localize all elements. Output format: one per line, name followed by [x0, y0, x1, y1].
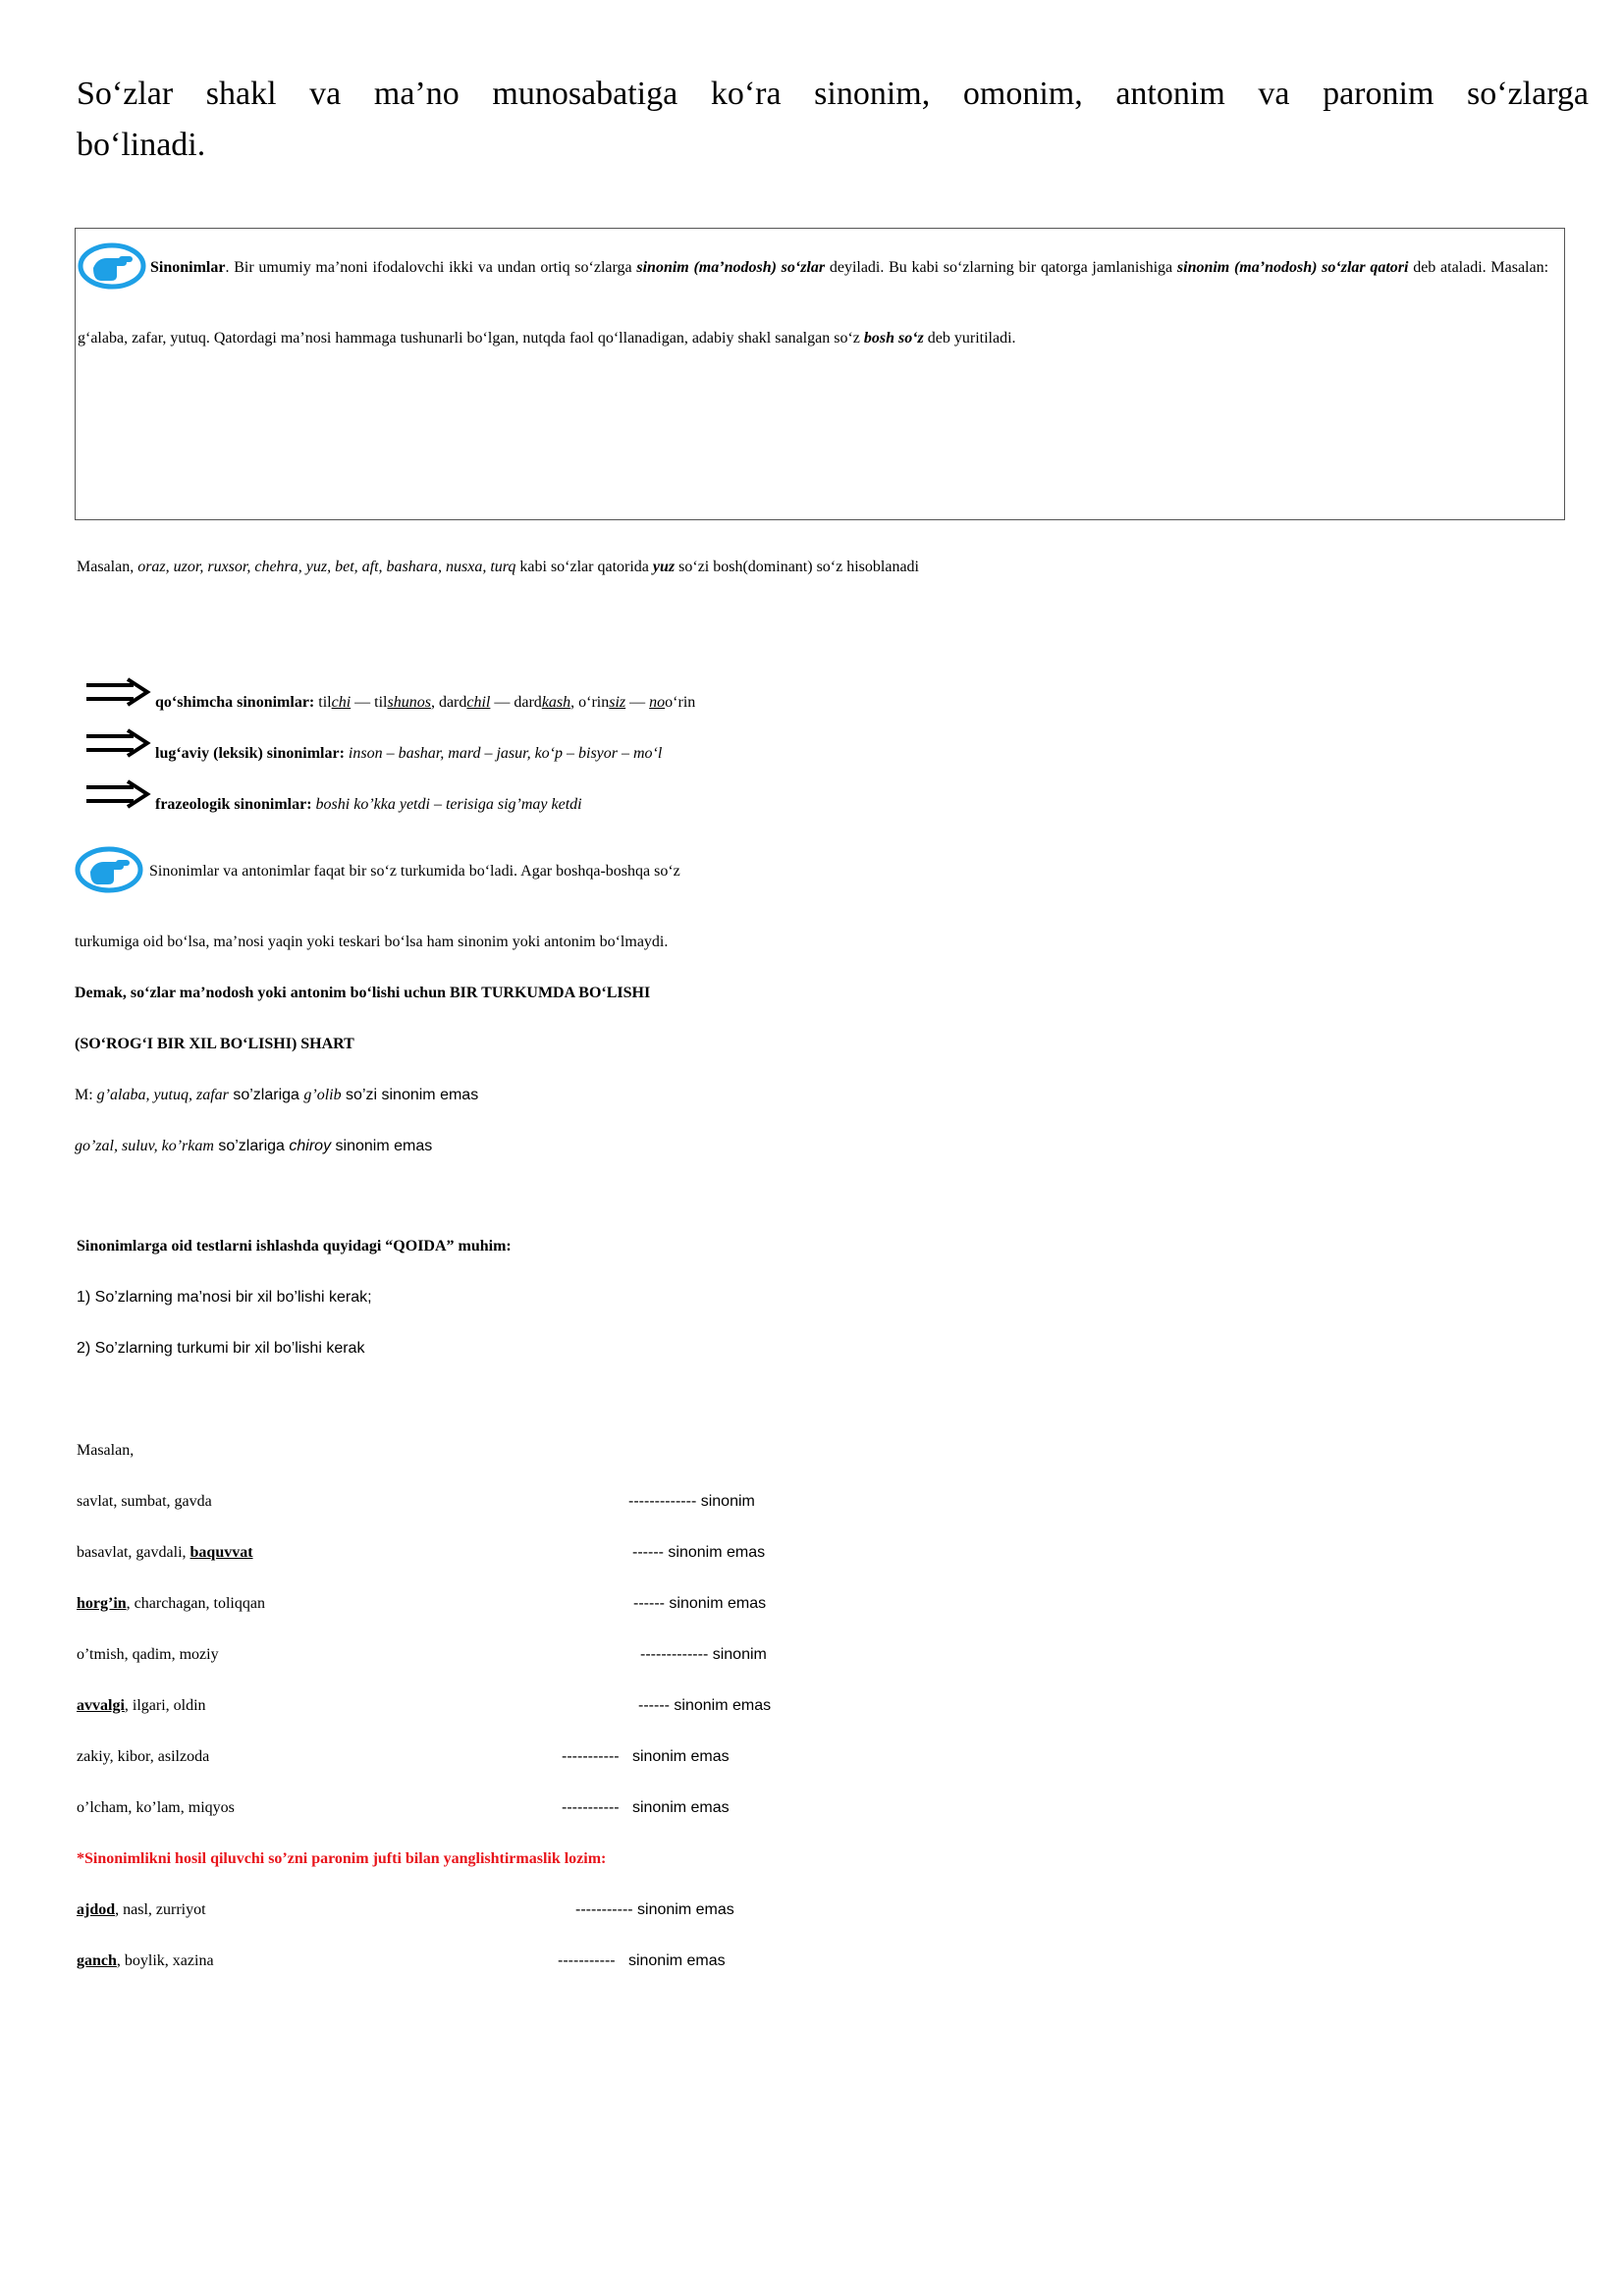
type-item-lugaviy [84, 728, 662, 779]
rule-title: Sinonimlarga oid testlarni ishlashda quyidagi “QOIDA” muhim: [77, 1238, 512, 1255]
definition-box [75, 228, 1565, 520]
list-item-result: ------ sinonim emas [632, 1544, 766, 1561]
example-fragment: — [625, 694, 650, 711]
list-item: savlat, sumbat, gavda [77, 1493, 212, 1510]
list-item: ganch, boylik, xazina [77, 1952, 214, 1969]
note-example-m: M: g’alaba, yutuq, zafar so’zlariga g’olib so’zi sinonim emas [75, 1087, 479, 1103]
underlined-affix: kash [541, 694, 571, 711]
list-item: basavlat, gavdali, baquvvat [77, 1544, 253, 1561]
double-arrow-icon [84, 677, 155, 728]
note-line-2: turkumiga oid bo‘lsa, ma’nosi yaqin yoki teskari bo‘lsa ham sinonim yoki antonim bo‘lmaydi. [75, 934, 669, 950]
example-fragment: , dard [430, 694, 467, 711]
note-bold-2: (SO‘ROG‘I BIR XIL BO‘LISHI) SHART [75, 1036, 354, 1052]
example-paragraph: Masalan, oraz, uzor, ruxsor, chehra, yuz, bet, aft, bashara, nusxa, turq kabi so‘zlar qatorida yuz so‘zi bosh(dominant) so‘z hisoblanadi [77, 559, 919, 575]
note-line-1: Sinonimlar va antonimlar faqat bir so‘z turkumida bo‘ladi. Agar boshqa-boshqa so‘z [149, 863, 680, 880]
intro-line-1: So‘zlar shakl va ma’no munosabatiga ko‘ra sinonim, omonim, antonim va paronim so‘zlarga [77, 76, 1589, 112]
note-block [75, 846, 1606, 1172]
list-item: o’tmish, qadim, moziy [77, 1646, 219, 1663]
list-item-result: ----------- sinonim emas [562, 1799, 730, 1816]
example-fragment: — dard [490, 694, 542, 711]
list-item-result: ----------- sinonim emas [575, 1901, 734, 1918]
note-bold-1: Demak, so‘zlar ma’nodosh yoki antonim bo‘lishi uchun BIR TURKUMDA BO‘LISHI [75, 985, 651, 1001]
list-item-result: ------------- sinonim [640, 1646, 767, 1663]
double-arrow-icon [84, 779, 155, 830]
pointing-hand-icon [78, 242, 146, 313]
examples-label: Masalan, [77, 1442, 135, 1459]
list-item: o’lcham, ko’lam, miqyos [77, 1799, 235, 1816]
list-item: horg’in, charchagan, toliqqan [77, 1595, 265, 1612]
term-sinonim-sozlar: sinonim (ma’nodosh) so‘zlar [636, 259, 826, 276]
list-item-result: ----------- sinonim emas [558, 1952, 726, 1969]
list-item-result: ----------- sinonim emas [562, 1748, 730, 1765]
type-label: qo‘shimcha sinonimlar: [155, 694, 315, 711]
pointing-hand-icon [75, 846, 143, 917]
rule-block [77, 1221, 1589, 1374]
example-fragment: o‘rin [665, 694, 696, 711]
intro-paragraph [77, 69, 1589, 171]
type-label: frazeologik sinonimlar: [155, 796, 312, 813]
list-item-result: ------ sinonim emas [638, 1697, 772, 1714]
underlined-affix: chil [466, 694, 491, 711]
underlined-affix: shunos [387, 694, 431, 711]
warning-text: *Sinonimlikni hosil qiluvchi so’zni paronim jufti bilan yanglishtirmaslik lozim: [77, 1850, 607, 1867]
double-arrow-icon [84, 728, 155, 779]
list-item-result: ------------- sinonim [628, 1493, 755, 1510]
list-item: zakiy, kibor, asilzoda [77, 1748, 210, 1765]
list-item-result: ------ sinonim emas [633, 1595, 767, 1612]
note-example-g: go’zal, suluv, ko’rkam so’zlariga chiroy sinonim emas [75, 1138, 433, 1154]
type-example: boshi ko’kka yetdi – terisiga sig’may ketdi [311, 796, 582, 813]
type-example: inson – bashar, mard – jasur, ko‘p – bisyor – mo‘l [344, 745, 663, 762]
rule-item-2: 2) So’zlarning turkumi bir xil bo’lishi kerak [77, 1340, 365, 1357]
term-bosh-soz: bosh so‘z [863, 330, 924, 347]
type-example [314, 694, 695, 711]
type-label: lug‘aviy (leksik) sinonimlar: [155, 745, 345, 762]
rule-item-1: 1) So’zlarning ma’nosi bir xil bo’lishi kerak; [77, 1289, 372, 1306]
term-sinonim-qatori: sinonim (ma’nodosh) so‘zlar qatori [1176, 259, 1409, 276]
example-fragment: — til [351, 694, 388, 711]
example-fragment: til [314, 694, 332, 711]
type-item-frazeologik [84, 779, 582, 830]
intro-line-2: bo‘linadi. [77, 127, 206, 163]
underlined-affix: siz [609, 694, 626, 711]
list-item: ajdod, nasl, zurriyot [77, 1901, 206, 1918]
underlined-affix: no [649, 694, 666, 711]
definition-text: Sinonimlar. Bir umumiy ma’noni ifodalovchi ikki va undan ortiq so‘zlarga sinonim (ma’nodosh) so‘zlar deyiladi. Bu kabi so‘zlarning bir qatorga jamlanishiga sinonim (ma’nodosh) so‘zlar qatori deb ataladi. Masalan: g‘alaba, zafar, yutuq. Qatordagi ma’nosi hammaga tushunarli bo‘lgan, nutqda faol qo‘llanadigan, adabiy shakl sanalgan so‘z bosh so‘z deb yuritiladi. [78, 242, 1548, 364]
underlined-affix: chi [331, 694, 352, 711]
definition-term: Sinonimlar [150, 259, 226, 276]
type-item-qoshimcha [84, 677, 695, 728]
example-fragment: , o‘rin [570, 694, 610, 711]
list-item: avvalgi, ilgari, oldin [77, 1697, 206, 1714]
